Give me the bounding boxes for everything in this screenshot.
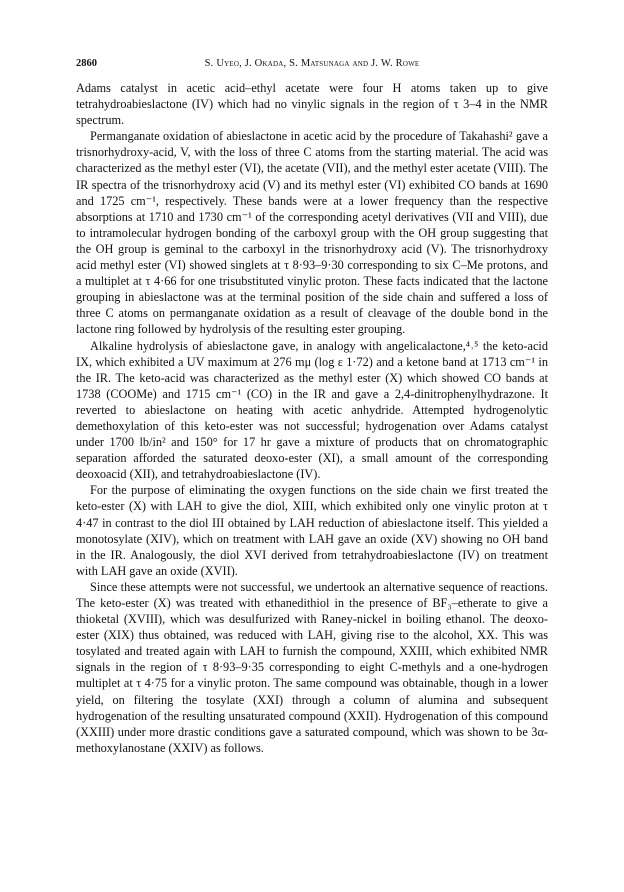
paragraph: For the purpose of eliminating the oxygen functions on the side chain we first treated the keto-ester (X) with LAH to give the diol, XIII, which exhibited only one vinylic proton at τ 4·47 in contrast to the diol III obtained by LAH reduction of abieslactone itself. This yielded a monotosylate (XIV), which on treatment with LAH gave an oxide (XV) showing no OH band in the IR. Analogously, the diol XVI derived from tetrahydroabieslactone (IV) on treatment with LAH gave an oxide (XVII). bbox=[76, 483, 548, 578]
paragraph: Permanganate oxidation of abieslactone in acetic acid by the procedure of Takahashi² gave a trisnorhydroxy-acid, V, with the loss of three C atoms from the starting material. The acid was characterized as the methyl ester (VI), the acetate (VII), and the methyl ester acetate (VIII). The IR spectra of the trisnorhydroxy acid (V) and its methyl ester (VI) exhibited CO bands at 1690 and 1725 cm⁻¹, respectively. These bands were at a lower frequency than the respective absorptions at 1710 and 1730 cm⁻¹ of the corresponding acetyl derivatives (VII and VIII), due to intramolecular hydrogen bonding of the carboxyl group with the OH group suggesting that the OH group is geminal to the carboxyl in the trisnorhydroxy acid (V). The trisnorhydroxy acid methyl ester (VI) showed singlets at τ 8·93–9·30 corresponding to six C–Me protons, and a multiplet at τ 4·66 for one trisubstituted vinylic proton. These facts indicated that the lactone grouping in abieslactone was at the terminal position of the side chain and suffered a loss of three C atoms on permanganate oxidation as a result of cleavage of the double bond in the lactone ring followed by hydrolysis of the resulting ester grouping. bbox=[76, 129, 548, 337]
paragraph: Adams catalyst in acetic acid–ethyl acetate were four H atoms taken up to give tetrahydroabieslactone (IV) which had no vinylic signals in the region of τ 3–4 in the NMR spectrum. bbox=[76, 81, 548, 128]
page-number: 2860 bbox=[76, 58, 97, 69]
article-body bbox=[76, 80, 548, 756]
paragraph: Since these attempts were not successful, we undertook an alternative sequence of reactions. The keto-ester (X) was treated with ethanedithiol in the presence of BF₃–etherate to give a thioketal (XVIII), which was desulfurized with Raney-nickel in boiling ethanol. The deoxo-ester (XIX) thus obtained, was reduced with LAH, giving rise to the alcohol, XX. This was tosylated and treated again with LAH to furnish the compound, XXIII, which exhibited NMR signals in the region of τ 8·93–9·35 corresponding to eight C-methyls and a one-hydrogen multiplet at τ 4·75 for a vinylic proton. The same compound was obtainable, though in a lower yield, on filtering the tosylate (XXI) through a column of alumina and subsequent hydrogenation of the resulting unsaturated compound (XXII). Hydrogenation of this compound (XXIII) under more drastic conditions gave a saturated compound, which was shown to be 3α-methoxylanostane (XXIV) as follows. bbox=[76, 579, 548, 755]
running-head-authors: S. Uyeo, J. Okada, S. Matsunaga and J. W. Rowe bbox=[204, 58, 420, 69]
running-head bbox=[76, 56, 548, 72]
paragraph: Alkaline hydrolysis of abieslactone gave, in analogy with angelicalactone,⁴˒⁵ the keto-acid IX, which exhibited a UV maximum at 276 mμ (log ε 1·72) and a ketone band at 1713 cm⁻¹ in the IR. The keto-acid was characterized as the methyl ester (X) which showed CO bands at 1738 (COOMe) and 1715 cm⁻¹ (CO) in the IR and gave a 2,4-dinitrophenylhydrazone. It reverted to abieslactone on heating with acetic anhydride. Attempted hydrogenolytic demethoxylation of this keto-ester was not successful; hydrogenation over Adams catalyst under 1700 lb/in² and 150° for 17 hr gave a mixture of products that on chromatographic separation afforded the saturated deoxo-ester (XI), a small amount of the corresponding deoxoacid (XII), and tetrahydroabieslactone (IV). bbox=[76, 338, 548, 482]
